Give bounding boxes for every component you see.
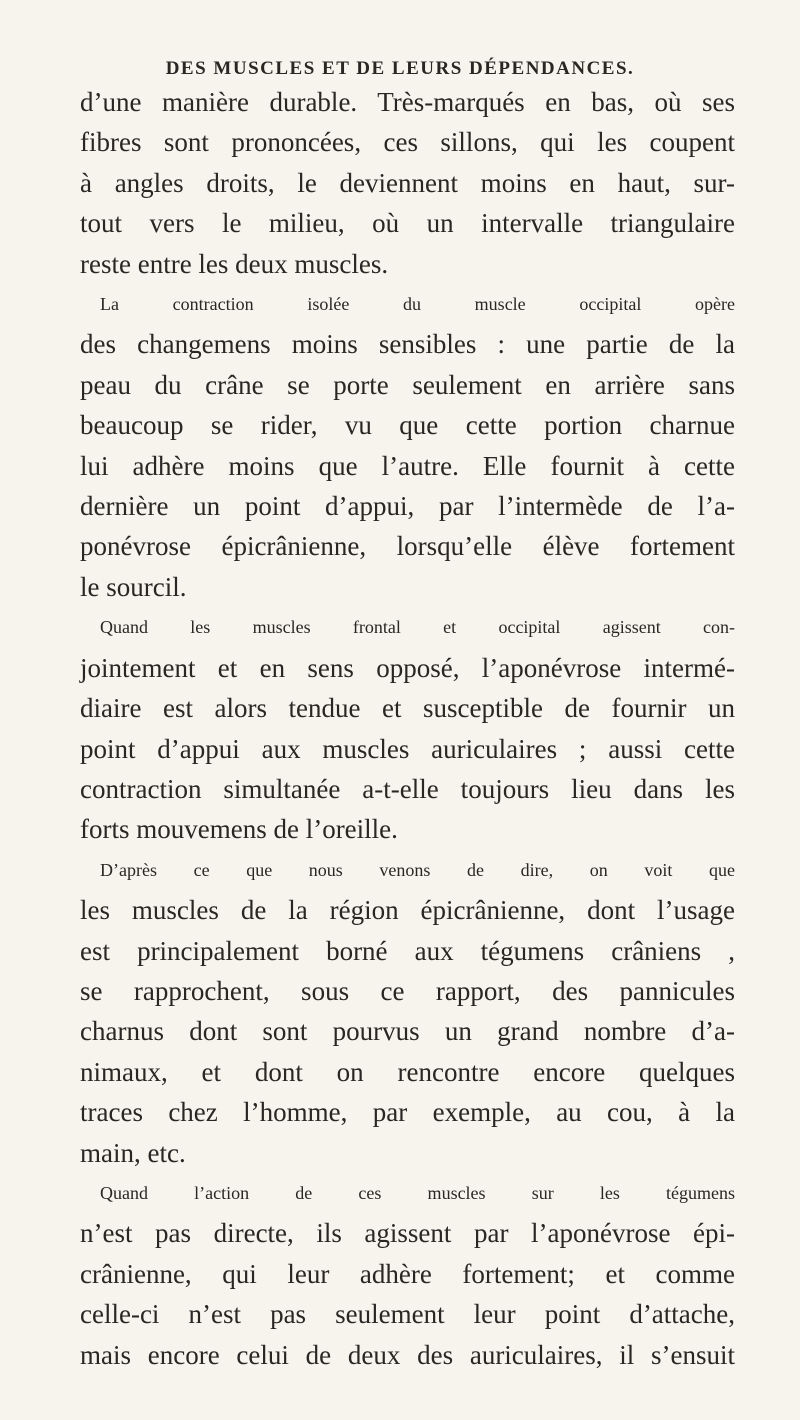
- running-head: DES MUSCLES ET DE LEURS DÉPENDANCES.: [165, 58, 635, 79]
- text-line: fibres sont prononcées, ces sillons, qui les coupent: [80, 127, 735, 158]
- text-line: point d’appui aux muscles auriculaires ; aussi cette: [80, 733, 735, 764]
- text-line: crânienne, qui leur adhère fortement; et comme: [80, 1258, 735, 1289]
- text-line: reste entre les deux muscles.: [80, 248, 389, 279]
- text-line: nimaux, et dont on rencontre encore quelques: [80, 1056, 735, 1087]
- text-line: forts mouvemens de l’oreille.: [80, 814, 398, 845]
- text-line: charnus dont sont pourvus un grand nombre d’a-: [80, 1016, 735, 1047]
- text-line: traces chez l’homme, par exemple, au cou, à la: [80, 1097, 735, 1128]
- text-line: diaire est alors tendue et susceptible de fournir un: [80, 693, 735, 724]
- text-line: les muscles de la région épicrânienne, dont l’usage: [80, 895, 735, 926]
- text-line: contraction simultanée a-t-elle toujours lieu dans les: [80, 773, 735, 804]
- text-line: est principalement borné aux tégumens crâniens ,: [80, 935, 735, 966]
- text-line: celle-ci n’est pas seulement leur point d’attache,: [80, 1299, 735, 1330]
- text-line: tout vers le milieu, où un intervalle triangulaire: [80, 208, 735, 239]
- text-line: se rapprochent, sous ce rapport, des pannicules: [80, 975, 735, 1006]
- text-line: lui adhère moins que l’autre. Elle fournit à cette: [80, 450, 735, 481]
- body-text: [80, 82, 735, 1375]
- text-line: D’après ce que nous venons de dire, on voit que: [100, 859, 735, 880]
- text-line: le sourcil.: [80, 571, 187, 602]
- text-line: mais encore celui de deux des auriculaires, il s’ensuit: [80, 1339, 735, 1370]
- text-line: Quand l’action de ces muscles sur les tégumens: [100, 1182, 735, 1203]
- text-line: peau du crâne se porte seulement en arrière sans: [80, 369, 735, 400]
- text-line: dernière un point d’appui, par l’intermède de l’a-: [80, 491, 735, 522]
- text-line: ponévrose épicrânienne, lorsqu’elle élève fortement: [80, 531, 735, 562]
- text-line: n’est pas directe, ils agissent par l’aponévrose épi-: [80, 1218, 735, 1249]
- text-line: beaucoup se rider, vu que cette portion charnue: [80, 410, 735, 441]
- text-line: à angles droits, le deviennent moins en haut, sur-: [80, 167, 735, 198]
- text-line: jointement et en sens opposé, l’aponévrose intermé-: [80, 652, 735, 683]
- text-line: des changemens moins sensibles : une partie de la: [80, 329, 735, 360]
- text-line: Quand les muscles frontal et occipital agissent con-: [100, 617, 735, 638]
- text-line: La contraction isolée du muscle occipital opère: [100, 294, 735, 315]
- text-line: d’une manière durable. Très-marqués en bas, où ses: [80, 87, 735, 117]
- text-line: main, etc.: [80, 1137, 186, 1168]
